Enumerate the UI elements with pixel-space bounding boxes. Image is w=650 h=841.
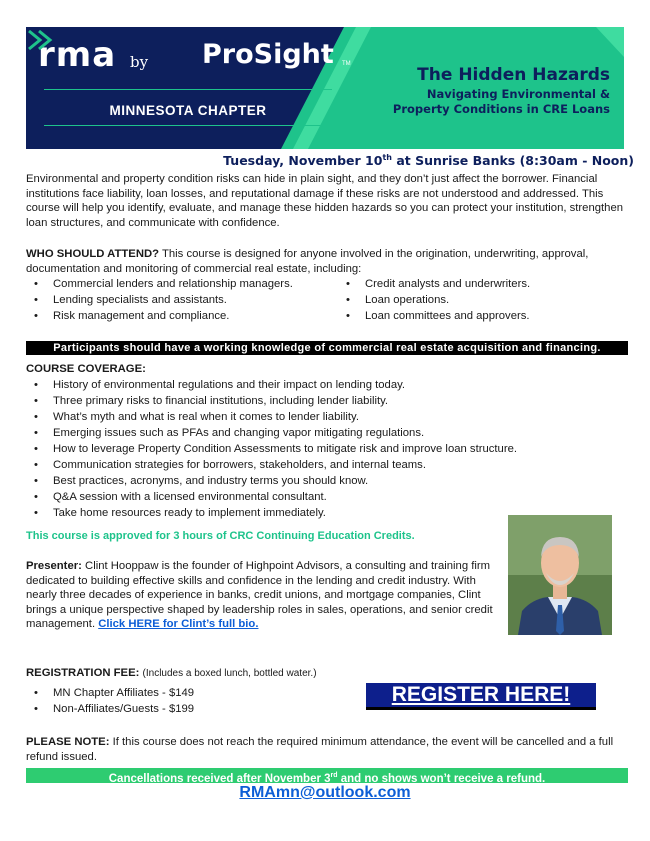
attend-list-left <box>26 276 293 324</box>
please-note <box>26 735 628 764</box>
credits-note: This course is approved for 3 hours of CRC Continuing Education Credits. <box>26 530 415 542</box>
intro-paragraph: Environmental and property condition risks can hide in plain sight, and they don’t just affect the borrower. Financial institutions face liability, loan losses, and reputational damage if these risks are not understood and addressed. This course will help you identify, evaluate, and manage these hidden hazards so you can protect your institution, strengthen loan structures, and communicate with confidence. <box>26 173 624 229</box>
list-item: • Risk management and compliance. <box>26 308 293 324</box>
list-item: • Loan operations. <box>338 292 530 308</box>
bio-link[interactable]: Click HERE for Clint’s full bio. <box>98 618 259 630</box>
list-item: • Non-Affiliates/Guests - $199 <box>26 701 194 717</box>
chapter-name: MINNESOTA CHAPTER <box>109 103 267 118</box>
list-item: • Emerging issues such as PFAs and changing vapor mitigating regulations. <box>26 425 517 441</box>
note-label: PLEASE NOTE: <box>26 736 110 748</box>
list-item: • Best practices, acronyms, and industry terms you should know. <box>26 473 517 489</box>
course-title: The Hidden Hazards <box>417 65 610 85</box>
who-should-attend <box>26 247 628 276</box>
list-item: • What’s myth and what is real when it comes to lender liability. <box>26 409 517 425</box>
coverage-list <box>26 377 517 521</box>
trademark-mark: TM <box>342 61 351 67</box>
list-item: • Q&A session with a licensed environmental consultant. <box>26 489 517 505</box>
list-item: • How to leverage Property Condition Assessments to mitigate risk and improve loan structure. <box>26 441 517 457</box>
list-item: • MN Chapter Affiliates - $149 <box>26 685 194 701</box>
registration-fee <box>26 666 628 682</box>
presenter-bio <box>26 559 496 632</box>
rma-logo: rma <box>38 35 117 75</box>
registration-label: REGISTRATION FEE: <box>26 667 140 679</box>
subtitle-line-1: Navigating Environmental & <box>426 87 610 101</box>
attend-list-right <box>338 276 530 324</box>
header-banner <box>26 27 624 149</box>
list-item: • Commercial lenders and relationship managers. <box>26 276 293 292</box>
prosight-logo: ProSight <box>202 39 334 70</box>
prerequisite-bar: Participants should have a working knowledge of commercial real estate acquisition and financing. <box>26 341 628 355</box>
list-item: • Credit analysts and underwriters. <box>338 276 530 292</box>
email-row <box>0 784 650 802</box>
event-date: Tuesday, November 10th at Sunrise Banks (8:30am - Noon) <box>223 153 634 169</box>
list-item: • History of environmental regulations and their impact on lending today. <box>26 377 517 393</box>
divider-bottom <box>44 125 332 126</box>
list-item: • Loan committees and approvers. <box>338 308 530 324</box>
list-item: • Take home resources ready to implement immediately. <box>26 505 517 521</box>
prosight-chevron-icon <box>26 27 56 53</box>
divider-top <box>44 89 332 90</box>
list-item: • Three primary risks to financial institutions, including lender liability. <box>26 393 517 409</box>
logo-by-text: by <box>130 53 149 71</box>
coverage-heading: COURSE COVERAGE: <box>26 363 146 375</box>
presenter-text: Clint Hooppaw is the founder of Highpoint Advisors, a consulting and training firm dedicated to building effective skills and confidence in the lending and credit industry. With nearly three decades of experience in banks, credit unions, and mortgage companies, Clint brings a unique perspective shaped by leadership roles in sales, operations, and senior credit management. <box>26 560 493 630</box>
fee-list <box>26 685 194 717</box>
presenter-label: Presenter: <box>26 560 82 572</box>
list-item: • Communication strategies for borrowers, stakeholders, and internal teams. <box>26 457 517 473</box>
note-text: If this course does not reach the required minimum attendance, the event will be cancelled and a full refund issued. <box>26 736 614 763</box>
subtitle-line-2: Property Conditions in CRE Loans <box>392 102 610 116</box>
email-link[interactable]: RMAmn@outlook.com <box>239 784 411 801</box>
course-subtitle <box>393 87 610 117</box>
attend-heading: WHO SHOULD ATTEND? <box>26 248 160 260</box>
cancellation-bar: Cancellations received after November 3rd and no shows won’t receive a refund. <box>26 768 628 783</box>
attend-text: This course is designed for anyone involved in the origination, underwriting, approval, documentation and monitoring of commercial real estate, including: <box>26 248 589 275</box>
presenter-photo <box>508 515 612 635</box>
register-button[interactable]: REGISTER HERE! <box>366 683 596 710</box>
registration-note: (Includes a boxed lunch, bottled water.) <box>142 668 317 679</box>
list-item: • Lending specialists and assistants. <box>26 292 293 308</box>
